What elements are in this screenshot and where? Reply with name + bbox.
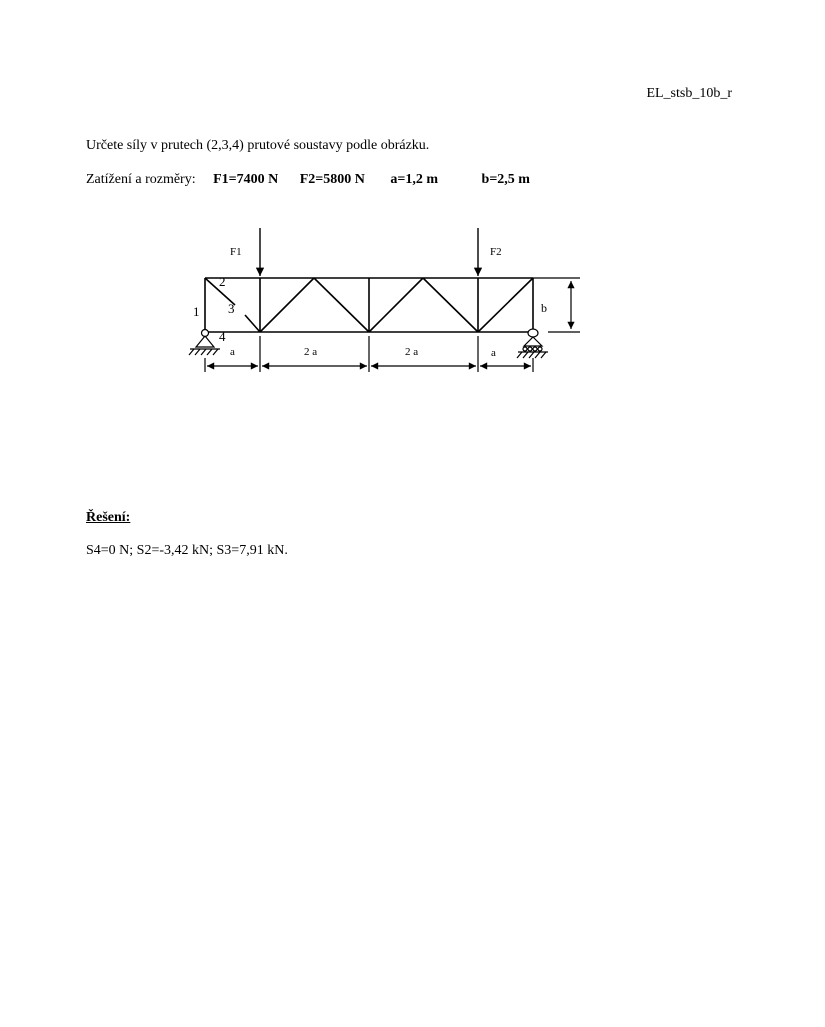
document-id: EL_stsb_10b_r [646, 86, 732, 101]
loads-label: Zatížení a rozměry: [86, 172, 196, 187]
load-f1: F1=7400 N [213, 172, 279, 187]
solution-heading: Řešení: [86, 510, 131, 525]
force-f2-label: F2 [490, 246, 502, 258]
left-pin-support-icon [189, 330, 220, 356]
member-4-label: 4 [219, 329, 226, 344]
member-3-label: 3 [228, 301, 235, 316]
span-a-left-label: a [230, 346, 235, 358]
span-2a-first-label: 2 a [304, 346, 318, 358]
task-statement: Určete síly v prutech (2,3,4) prutové soustavy podle obrázku. [86, 138, 430, 153]
right-roller-support-icon [517, 329, 548, 358]
dimension-a: a=1,2 m [390, 172, 439, 187]
load-f2: F2=5800 N [299, 172, 365, 187]
truss-members [205, 278, 533, 332]
member-1-label: 1 [193, 304, 200, 319]
dimension-b: b=2,5 m [481, 172, 530, 187]
force-f1-label: F1 [230, 246, 242, 258]
height-b-label: b [541, 301, 547, 315]
force-arrows [260, 228, 478, 276]
span-dimensions [205, 336, 533, 372]
solution-result: S4=0 N; S2=-3,42 kN; S3=7,91 kN. [86, 543, 288, 558]
truss-diagram [180, 220, 600, 380]
member-2-label: 2 [219, 274, 226, 289]
span-a-right-label: a [491, 347, 496, 359]
loads-and-dimensions [86, 172, 530, 188]
span-2a-second-label: 2 a [405, 346, 419, 358]
